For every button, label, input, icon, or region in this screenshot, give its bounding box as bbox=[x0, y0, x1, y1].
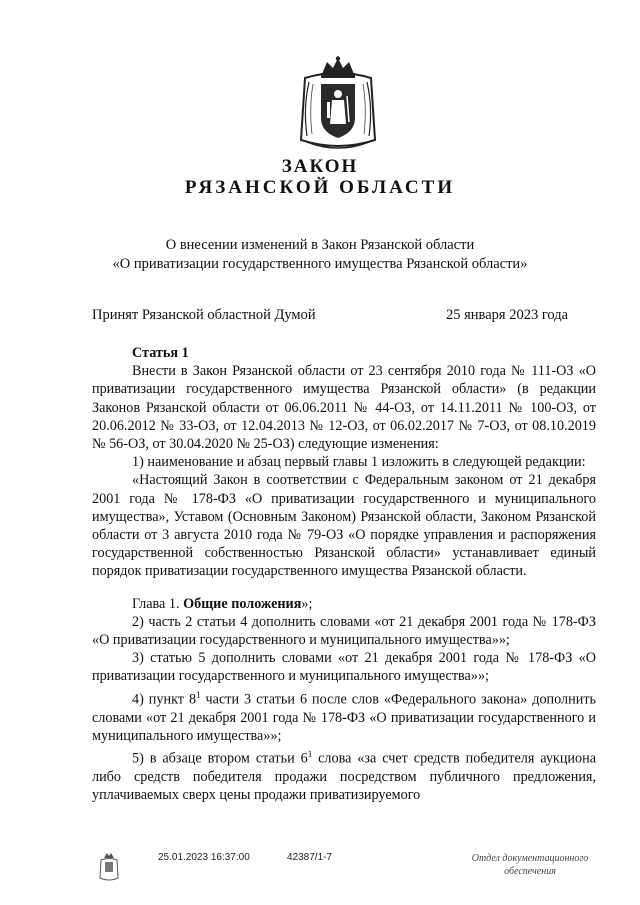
paragraph-item-5 bbox=[92, 745, 596, 804]
item-5-text-b: слова «за счет средств победителя аукциона либо средств победителя продажи посредством публичного предложения, уплачиваемых сверх цены продажи приватизируемого bbox=[92, 750, 596, 804]
chapter-suffix: »; bbox=[301, 595, 313, 612]
adopted-by: Принят Рязанской областной Думой bbox=[92, 307, 316, 323]
chapter-prefix: Глава 1. bbox=[132, 595, 184, 612]
paragraph-item-1: 1) наименование и абзац первый главы 1 изложить в следующей редакции: bbox=[132, 454, 586, 471]
paragraph-chapter bbox=[92, 595, 596, 613]
paragraph-item-4 bbox=[92, 686, 596, 745]
footer-emblem-icon bbox=[98, 852, 120, 882]
paragraph-item-3: 3) статью 5 дополнить словами «от 21 декабря 2001 года № 178-ФЗ «О приватизации государственного и муниципального имущества»»; bbox=[92, 650, 596, 685]
law-subtitle-line2: «О приватизации государственного имущества Рязанской области» bbox=[112, 256, 528, 272]
coat-of-arms-emblem bbox=[297, 56, 379, 156]
stamp-line2: обеспечения bbox=[504, 866, 556, 877]
footer-timestamp: 25.01.2023 16:37:00 bbox=[158, 852, 250, 863]
law-title-line2: РЯЗАНСКОЙ ОБЛАСТИ bbox=[184, 177, 456, 198]
paragraph-quote: «Настоящий Закон в соответствии с Федеральным законом от 21 декабря 2001 года № 178-ФЗ «О приватизации государственного и муниципального имущества», Уставом (Основным Законом) Рязанской области, Законом Рязанской области от 3 августа 2010 года № 79-ОЗ «О порядке управления и распоряжения государственной собственностью Рязанской области» устанавливает единый порядок приватизации государственного имущества Рязанской области. bbox=[92, 472, 596, 580]
item-5-text-a: 5) в абзаце втором статьи 6 bbox=[132, 750, 308, 767]
item-4-superscript: 1 bbox=[196, 689, 201, 700]
item-5-superscript: 1 bbox=[307, 749, 313, 759]
article-heading: Статья 1 bbox=[132, 345, 189, 361]
law-title-line1: ЗАКОН bbox=[281, 156, 359, 177]
paragraph-intro: Внести в Закон Рязанской области от 23 сентября 2010 года № 111-ОЗ «О приватизации государственного имущества Рязанской области» (в редакции Законов Рязанской области от 06.06.2011 № 44-ОЗ, от 14.11.2011 № 100-ОЗ, от 20.06.2012 № 33-ОЗ, от 12.04.2013 № 12-ОЗ, от 06.02.2017 № 7-ОЗ, от 08.10.2019 № 56-ОЗ, от 30.04.2020 № 25-ОЗ) следующие изменения: bbox=[92, 363, 596, 453]
law-body bbox=[92, 344, 596, 804]
law-subtitle-line1: О внесении изменений в Закон Рязанской области bbox=[165, 237, 475, 253]
footer-doc-number: 42387/1-7 bbox=[287, 852, 333, 863]
item-4-text-a: 4) пункт 8 bbox=[132, 691, 197, 708]
chapter-title: Общие положения bbox=[183, 595, 302, 612]
registration-stamp bbox=[450, 852, 610, 878]
item-4-text-b: части 3 статьи 6 после слов «Федерального закона» дополнить словами «от 21 декабря 2001 года № 178-ФЗ «О приватизации государственного и муниципального имущества»»; bbox=[92, 691, 596, 744]
paragraph-item-2: 2) часть 2 статьи 4 дополнить словами «от 21 декабря 2001 года № 178-ФЗ «О приватизации государственного и муниципального имущества»»; bbox=[92, 613, 596, 649]
stamp-line1: Отдел документационного bbox=[471, 853, 589, 864]
adopted-date: 25 января 2023 года bbox=[446, 307, 569, 323]
